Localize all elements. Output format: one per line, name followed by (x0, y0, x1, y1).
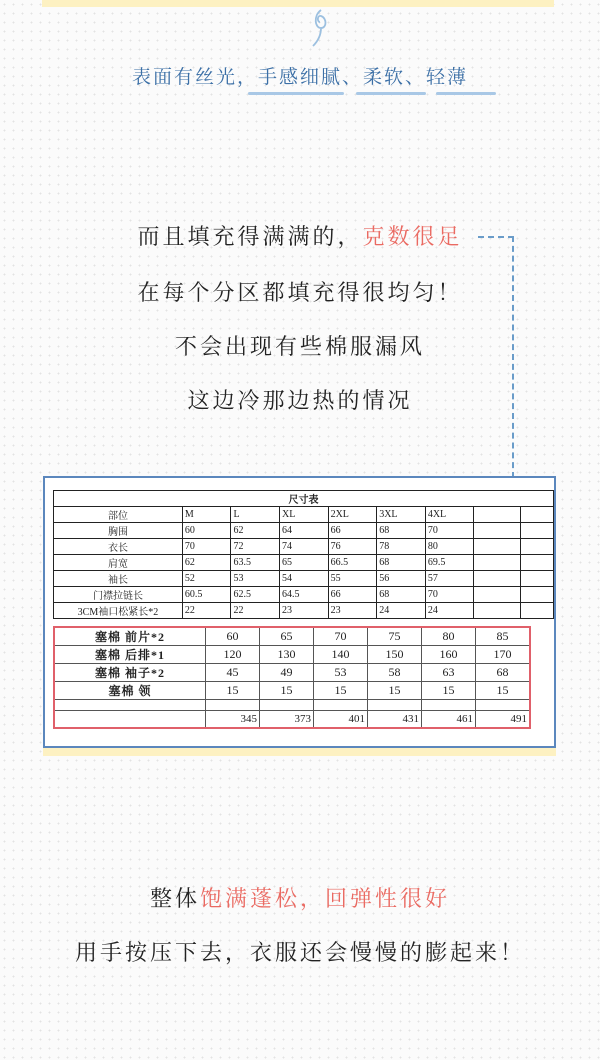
table-cell: 53 (314, 664, 368, 682)
table-header: L (231, 507, 280, 523)
table-cell: 54 (280, 571, 329, 587)
tagline-part: 柔软、 (363, 66, 427, 88)
table-cell: 24 (377, 603, 426, 619)
para-line: 用手按压下去，衣服还会慢慢的膨起来！ (74, 941, 525, 966)
table-cell (474, 587, 521, 603)
tagline-part: 表面有丝光， (131, 66, 258, 88)
size-chart-card (43, 476, 556, 748)
table-cell: 15 (260, 682, 314, 700)
table-cell: 15 (206, 682, 260, 700)
table-cell: 22 (231, 603, 280, 619)
para-line (0, 882, 600, 913)
table-row (54, 664, 530, 682)
table-cell: 66.5 (328, 555, 377, 571)
table-row (54, 603, 554, 619)
table-cell (521, 587, 554, 603)
table-cell: 15 (368, 682, 422, 700)
table-cell (474, 539, 521, 555)
table-cell: 62 (231, 523, 280, 539)
table-header: 4XL (425, 507, 474, 523)
highlight-text: 饱满蓬松，回弹性很好 (200, 887, 451, 912)
table-row (54, 571, 554, 587)
table-cell: 45 (206, 664, 260, 682)
table-cell: 65 (260, 627, 314, 646)
total-cell: 461 (422, 711, 476, 729)
table-cell (521, 523, 554, 539)
table-cell: 68 (377, 587, 426, 603)
table-cell: 3CM袖口松紧长*2 (54, 603, 183, 619)
total-cell: 491 (476, 711, 531, 729)
table-cell (260, 700, 314, 711)
table-header: M (182, 507, 231, 523)
table-cell: 塞棉 后排*1 (54, 646, 206, 664)
table-cell: 65 (280, 555, 329, 571)
table-cell: 70 (182, 539, 231, 555)
table-cell: 60 (206, 627, 260, 646)
table-cell (314, 700, 368, 711)
table-cell: 76 (328, 539, 377, 555)
table-row (54, 646, 530, 664)
table-cell (368, 700, 422, 711)
table-cell: 58 (368, 664, 422, 682)
para-line: 不会出现有些棉服漏风 (174, 335, 425, 360)
table-cell: 塞棉 前片*2 (54, 627, 206, 646)
total-cell: 401 (314, 711, 368, 729)
table-cell: 140 (314, 646, 368, 664)
table-cell: 63.5 (231, 555, 280, 571)
table-cell: 64 (280, 523, 329, 539)
table-cell: 78 (377, 539, 426, 555)
table-cell: 门襟拉链长 (54, 587, 183, 603)
table-cell: 62 (182, 555, 231, 571)
table-cell (521, 555, 554, 571)
table-cell: 57 (425, 571, 474, 587)
table-cell: 66 (328, 587, 377, 603)
para-text: 整体 (149, 887, 200, 912)
table-cell: 64.5 (280, 587, 329, 603)
table-cell: 80 (425, 539, 474, 555)
tagline-underline (356, 92, 426, 95)
table-cell: 23 (280, 603, 329, 619)
table-cell: 85 (476, 627, 531, 646)
tagline-part: 轻薄 (426, 66, 469, 88)
table-cell (521, 539, 554, 555)
total-cell: 345 (206, 711, 260, 729)
table-cell: 63 (422, 664, 476, 682)
table-cell (474, 603, 521, 619)
total-cell: 431 (368, 711, 422, 729)
fill-weight-table (53, 626, 531, 729)
table-cell: 170 (476, 646, 531, 664)
table-cell (54, 711, 206, 729)
table-cell: 68 (377, 523, 426, 539)
table-cell: 70 (425, 587, 474, 603)
table-cell: 55 (328, 571, 377, 587)
tagline-underline (436, 92, 496, 95)
totals-row (54, 711, 530, 729)
table-cell (474, 555, 521, 571)
table-header (521, 507, 554, 523)
tagline-underline (248, 92, 344, 95)
table-cell: 130 (260, 646, 314, 664)
table-cell: 62.5 (231, 587, 280, 603)
para-line: 在每个分区都填充得很均匀！ (137, 281, 463, 306)
table-cell: 塞棉 袖子*2 (54, 664, 206, 682)
table-cell: 49 (260, 664, 314, 682)
table-cell (54, 700, 206, 711)
table-cell: 胸围 (54, 523, 183, 539)
para-text: 而且填充得满满的， (137, 225, 363, 250)
total-cell: 373 (260, 711, 314, 729)
swirl-deco-icon (305, 6, 335, 50)
table-cell: 56 (377, 571, 426, 587)
table-cell: 74 (280, 539, 329, 555)
table-row (54, 627, 530, 646)
table-cell: 22 (182, 603, 231, 619)
table-header: 3XL (377, 507, 426, 523)
table-cell: 70 (425, 523, 474, 539)
table-cell: 160 (422, 646, 476, 664)
table-cell: 69.5 (425, 555, 474, 571)
size-table-title: 尺寸表 (54, 491, 554, 507)
table-cell: 68 (377, 555, 426, 571)
table-cell: 52 (182, 571, 231, 587)
table-cell: 袖长 (54, 571, 183, 587)
highlight-text: 克数很足 (362, 225, 463, 250)
table-cell: 53 (231, 571, 280, 587)
table-cell: 15 (476, 682, 531, 700)
table-row (54, 682, 530, 700)
table-header: 2XL (328, 507, 377, 523)
table-cell (206, 700, 260, 711)
table-cell: 75 (368, 627, 422, 646)
table-cell (422, 700, 476, 711)
table-header: XL (280, 507, 329, 523)
table-row (54, 555, 554, 571)
table-header: 部位 (54, 507, 183, 523)
table-cell: 23 (328, 603, 377, 619)
table-cell: 衣长 (54, 539, 183, 555)
table-row (54, 700, 530, 711)
table-cell: 24 (425, 603, 474, 619)
table-cell: 120 (206, 646, 260, 664)
table-cell: 66 (328, 523, 377, 539)
table-cell: 70 (314, 627, 368, 646)
table-cell: 150 (368, 646, 422, 664)
table-cell: 塞棉 领 (54, 682, 206, 700)
table-row (54, 539, 554, 555)
table-row (54, 523, 554, 539)
table-cell: 80 (422, 627, 476, 646)
table-cell (521, 571, 554, 587)
table-cell: 60.5 (182, 587, 231, 603)
dashed-connector (512, 236, 514, 478)
table-cell: 肩宽 (54, 555, 183, 571)
card-bottom-strip (43, 748, 556, 756)
table-cell (474, 523, 521, 539)
top-strip (42, 0, 554, 7)
table-cell: 68 (476, 664, 531, 682)
table-cell (521, 603, 554, 619)
tagline-part: 手感细腻、 (257, 66, 363, 88)
dashed-connector (478, 236, 514, 238)
table-row (54, 587, 554, 603)
tagline (0, 62, 600, 89)
table-cell (474, 571, 521, 587)
para-line: 这边冷那边热的情况 (187, 389, 413, 414)
table-cell: 15 (314, 682, 368, 700)
table-cell (476, 700, 531, 711)
table-cell: 72 (231, 539, 280, 555)
table-header (474, 507, 521, 523)
table-cell: 60 (182, 523, 231, 539)
size-table (53, 490, 554, 619)
table-cell: 15 (422, 682, 476, 700)
